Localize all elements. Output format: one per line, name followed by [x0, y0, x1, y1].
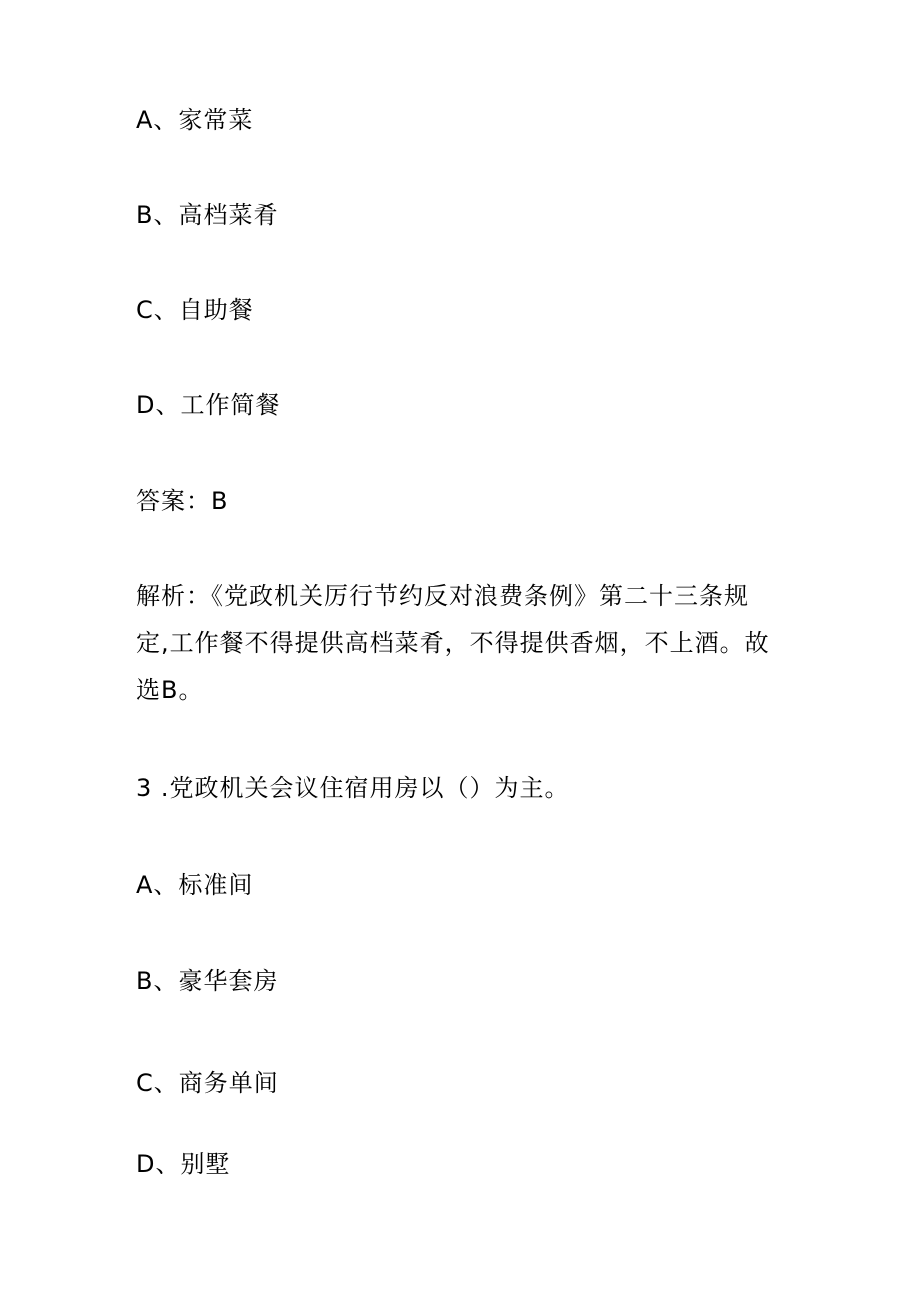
- q2-option-d: D、工作简餐: [136, 391, 281, 419]
- q3-question: 3 .党政机关会议住宿用房以（）为主。: [136, 774, 570, 802]
- q2-explanation: 解析：《党政机关厉行节约反对浪费条例》第二十三条规定,工作餐不得提供高档菜肴，不得提供香烟，不上酒。故选B。: [136, 582, 770, 704]
- q3-option-b: B、豪华套房: [136, 967, 279, 995]
- q2-answer: 答案：B: [136, 487, 229, 515]
- q2-option-a: A、家常菜: [136, 106, 254, 134]
- q3-option-a: A、标准间: [136, 871, 254, 899]
- q2-option-b: B、高档菜肴: [136, 201, 279, 229]
- q3-option-c: C、商务单间: [136, 1069, 279, 1097]
- q2-option-c: C、自助餐: [136, 296, 254, 324]
- q3-option-d: D、别墅: [136, 1150, 231, 1178]
